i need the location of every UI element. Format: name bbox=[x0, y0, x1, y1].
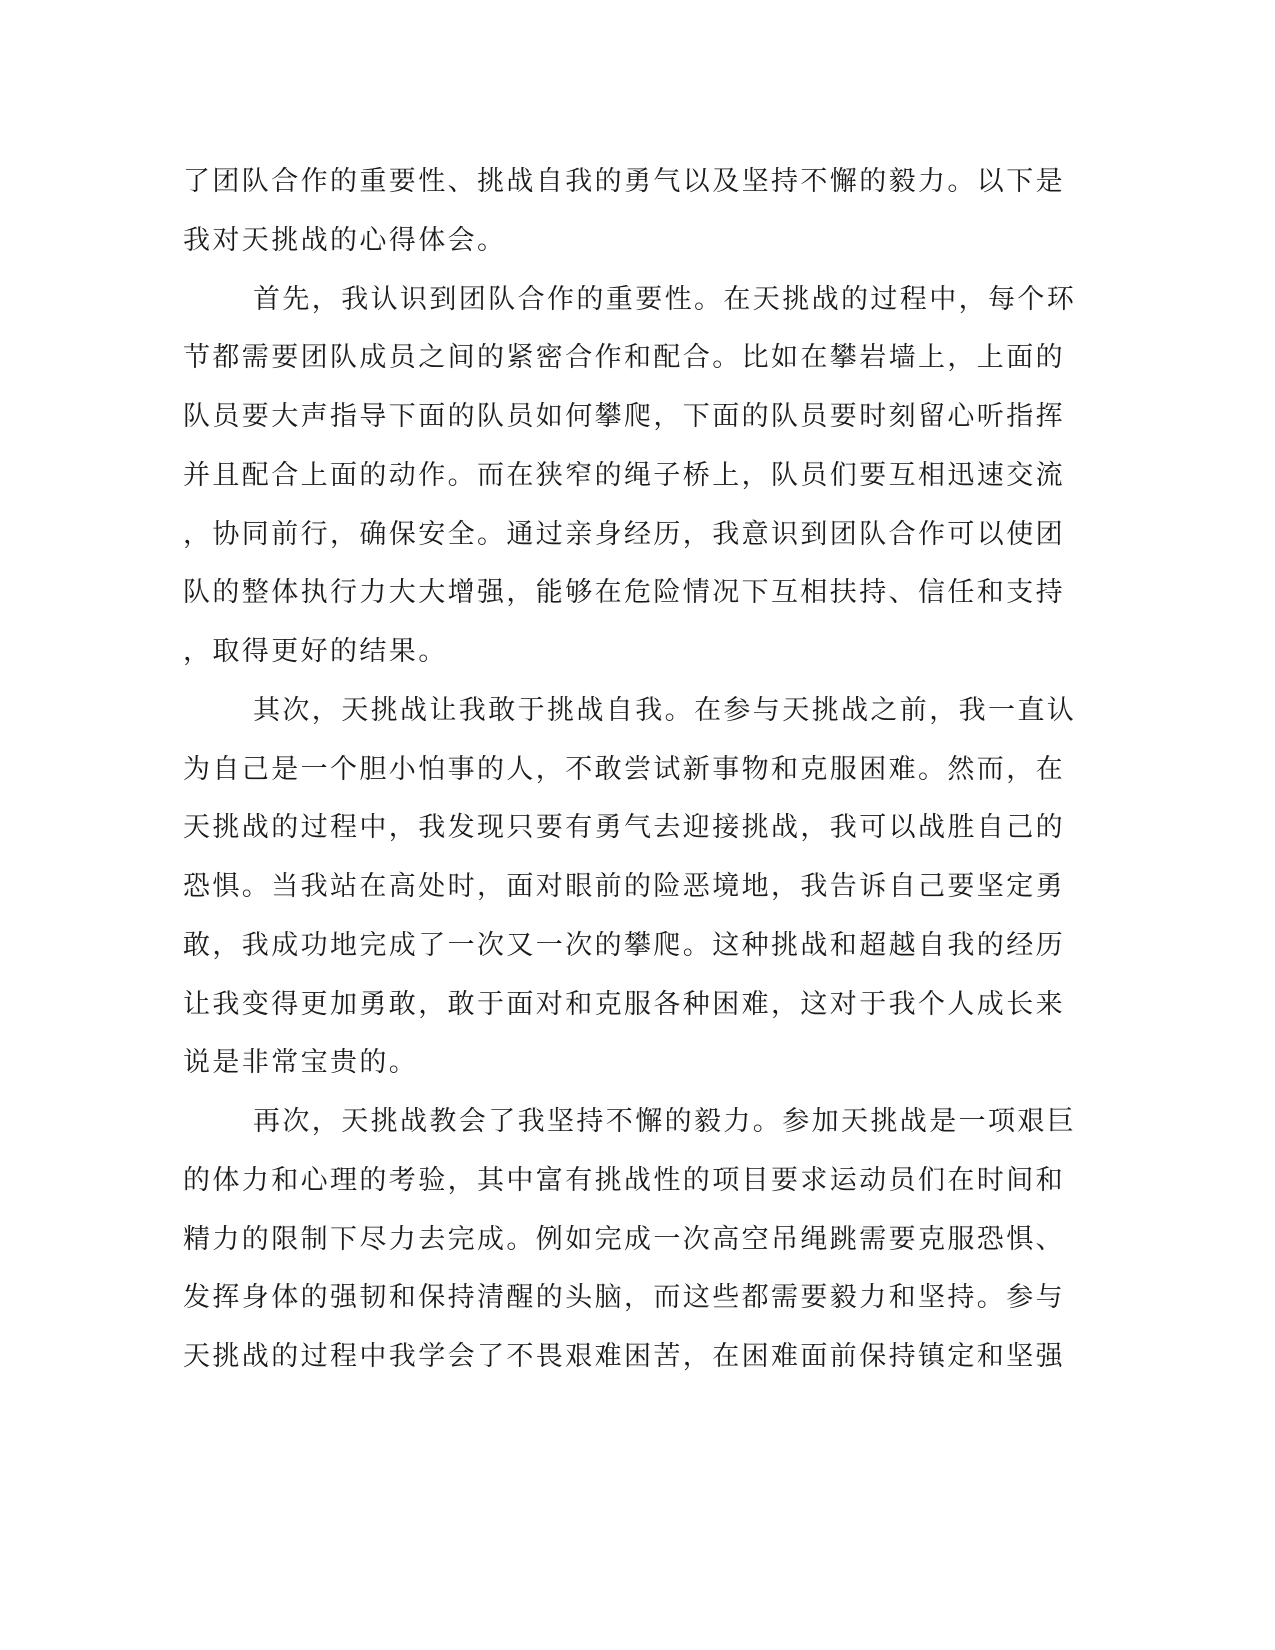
text-line-19: 精力的限制下尽力去完成。例如完成一次高空吊绳跳需要克服恐惧、 bbox=[183, 1224, 1065, 1255]
text-line-8: 队的整体执行力大大增强，能够在危险情况下互相扶持、信任和支持 bbox=[183, 577, 1065, 608]
text-line-13: 恐惧。当我站在高处时，面对眼前的险恶境地，我告诉自己要坚定勇 bbox=[183, 871, 1065, 902]
text-line-4: 节都需要团队成员之间的紧密合作和配合。比如在攀岩墙上，上面的 bbox=[183, 342, 1065, 373]
text-line-15: 让我变得更加勇敢，敢于面对和克服各种困难，这对于我个人成长来 bbox=[183, 989, 1065, 1020]
text-line-16: 说是非常宝贵的。 bbox=[183, 1047, 419, 1078]
text-line-20: 发挥身体的强韧和保持清醒的头脑，而这些都需要毅力和坚持。参与 bbox=[183, 1282, 1065, 1313]
text-line-11: 为自己是一个胆小怕事的人，不敢尝试新事物和克服困难。然而，在 bbox=[183, 754, 1065, 785]
text-line-1: 了团队合作的重要性、挑战自我的勇气以及坚持不懈的毅力。以下是 bbox=[183, 166, 1065, 197]
text-line-7: ，协同前行，确保安全。通过亲身经历，我意识到团队合作可以使团 bbox=[183, 519, 1065, 550]
text-line-5: 队员要大声指导下面的队员如何攀爬，下面的队员要时刻留心听指挥 bbox=[183, 401, 1065, 432]
paragraph-3-first-line: 再次，天挑战教会了我坚持不懈的毅力。参加天挑战是一项艰巨 bbox=[253, 1106, 1077, 1137]
text-line-2: 我对天挑战的心得体会。 bbox=[183, 225, 507, 256]
text-line-18: 的体力和心理的考验，其中富有挑战性的项目要求运动员们在时间和 bbox=[183, 1165, 1065, 1196]
text-line-21: 天挑战的过程中我学会了不畏艰难困苦，在困难面前保持镇定和坚强 bbox=[183, 1341, 1065, 1372]
paragraph-2-first-line: 其次，天挑战让我敢于挑战自我。在参与天挑战之前，我一直认 bbox=[253, 695, 1077, 726]
paragraph-1-first-line: 首先，我认识到团队合作的重要性。在天挑战的过程中，每个环 bbox=[253, 284, 1077, 315]
text-line-12: 天挑战的过程中，我发现只要有勇气去迎接挑战，我可以战胜自己的 bbox=[183, 812, 1065, 843]
text-line-9: ，取得更好的结果。 bbox=[183, 636, 448, 667]
text-line-6: 并且配合上面的动作。而在狭窄的绳子桥上，队员们要互相迅速交流 bbox=[183, 460, 1065, 491]
text-line-14: 敢，我成功地完成了一次又一次的攀爬。这种挑战和超越自我的经历 bbox=[183, 930, 1065, 961]
